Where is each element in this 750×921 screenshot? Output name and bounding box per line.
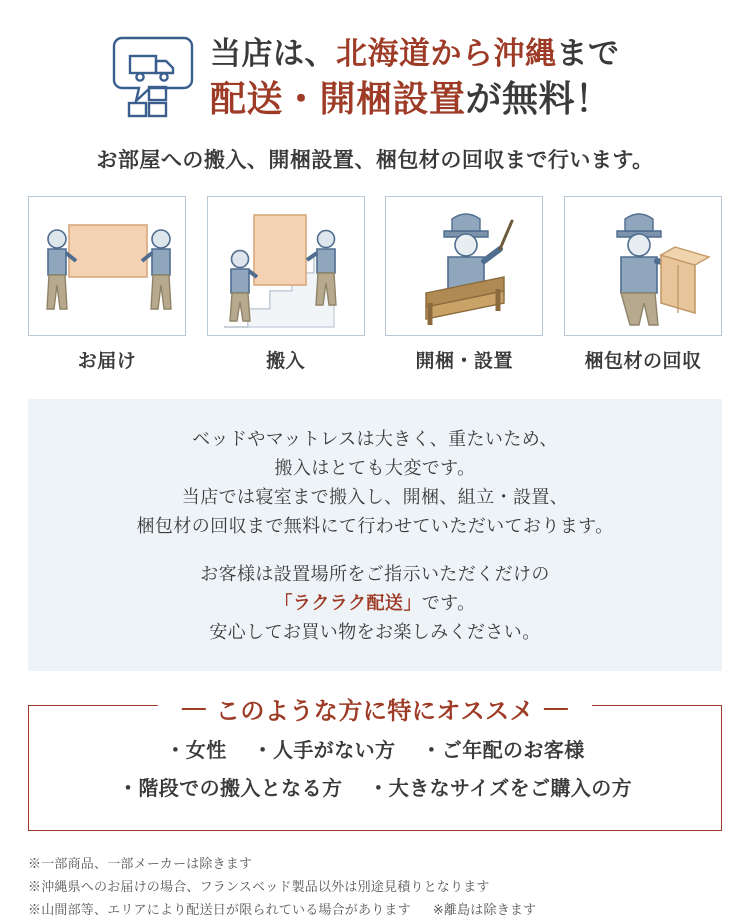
description-line-7: 安心してお買い物をお楽しみください。	[209, 621, 541, 642]
notes-list	[28, 853, 722, 921]
two-movers-carrying-mattress-icon	[28, 196, 186, 336]
worker-carrying-cardboard-icon	[564, 196, 722, 336]
recommendation-item: ・大きなサイズをご購入の方	[368, 778, 632, 801]
movers-on-stairs-icon	[207, 196, 365, 336]
recommendation-title-text: このような方に特にオススメ	[215, 698, 535, 726]
delivery-truck-icon	[108, 30, 204, 126]
step-caption: お届け	[77, 351, 137, 372]
raku-raku-delivery-suffix: です。	[421, 592, 476, 613]
note-item: ※離島は除きます	[432, 901, 537, 917]
note-item: ※山間部等、エリアにより配送日が限られている場合があります	[28, 901, 411, 917]
recommendation-item: ・階段での搬入となる方	[117, 778, 343, 801]
note-item-row	[28, 899, 722, 921]
description-panel	[28, 399, 722, 671]
description-line-5: お客様は設置場所をご指示いただくだけの	[200, 563, 550, 584]
note-item: ※一部商品、一部メーカーは除きます	[28, 856, 253, 872]
title-dash-right-icon	[544, 708, 568, 710]
description-line-6	[38, 589, 712, 618]
step-item	[564, 196, 722, 373]
title-dash-left-icon	[182, 708, 206, 710]
headline-accent-region: 北海道から沖縄	[336, 36, 557, 72]
recommendation-item: ・人手がない方	[252, 740, 396, 763]
subheading: お部屋への搬入、開梱設置、梱包材の回収まで行います。	[96, 149, 654, 172]
recommendation-item: ・ご年配のお客様	[421, 740, 585, 763]
headline-suffix: まで	[556, 36, 620, 72]
recommendation-item: ・女性	[165, 740, 227, 763]
step-item	[28, 196, 186, 373]
service-steps	[28, 196, 722, 373]
description-line-4: 梱包材の回収まで無料にて行わせていただいております。	[136, 516, 614, 537]
headline-free-suffix: が無料！	[465, 77, 612, 119]
step-caption: 搬入	[266, 351, 306, 372]
step-caption: 開梱・設置	[415, 351, 514, 372]
raku-raku-delivery-label: 「ラクラク配送」	[274, 592, 422, 613]
step-caption: 梱包材の回収	[584, 351, 702, 372]
description-line-2: 搬入はとても大変です。	[274, 458, 476, 479]
headline-prefix: 当店は、	[210, 36, 336, 72]
step-item	[207, 196, 365, 373]
recommendation-line-2	[39, 770, 711, 808]
worker-assembling-bed-frame-icon	[385, 196, 543, 336]
headline-line-1	[210, 34, 620, 74]
recommendation-title	[158, 691, 592, 726]
headline	[210, 34, 620, 122]
step-item	[385, 196, 543, 373]
description-line-3: 当店では寝室まで搬入し、開梱、組立・設置、	[181, 487, 569, 508]
headline-line-2	[210, 76, 620, 122]
note-item: ※沖縄県へのお届けの場合、フランスベッド製品以外は別途見積りとなります	[28, 878, 490, 894]
description-line-1: ベッドやマットレスは大きく、重たいため、	[192, 429, 558, 449]
recommendation-line-1	[39, 732, 711, 770]
header	[28, 0, 722, 126]
headline-service-accent: 配送・開梱設置	[210, 77, 466, 119]
recommendation-box	[28, 698, 722, 831]
